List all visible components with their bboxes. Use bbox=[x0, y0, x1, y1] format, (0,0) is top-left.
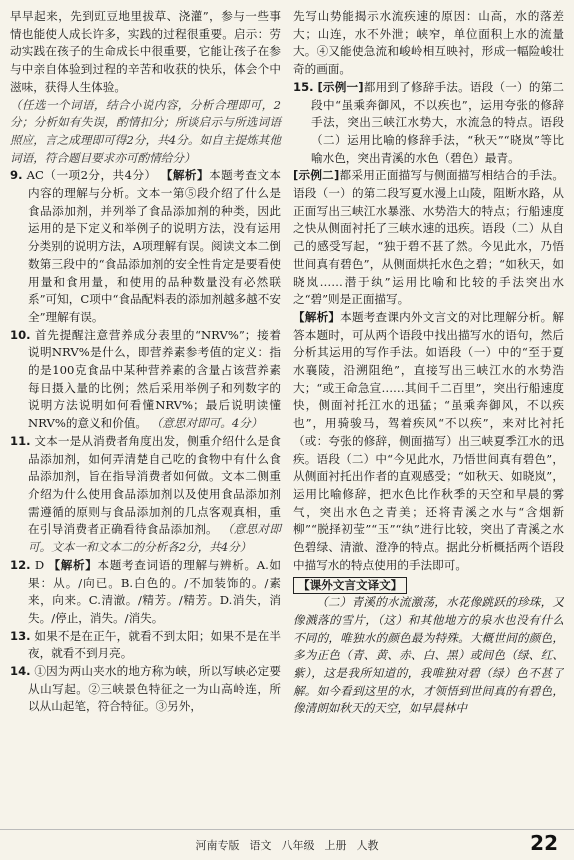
analysis-text: 本题考查课内外文言文的对比理解分析。解答本题时，可从两个语段中找出描写水的语句，然后分析其运用的写作手法。如语段（一）中的“至于夏水襄陵，沿溯阻绝”，直接写出三峡江水的水势浩大；“或王命急宣……其间千二百里”，突出行船速度快，侧面衬托江水的迅猛；“虽乘奔御风，不以疾也”，用骑骏马，驾着疾风“不以疾”，来对比衬托（或：夸张的修辞，侧面描写）出三峡夏季江水的迅疾。语段（二）中“今见此水，乃悟世间真有碧色”，从侧面衬托出作者的直观感受；“如秋天、如晓岚”，运用比喻修辞，把水色比作秋季的天空和早晨的雾气，突出水色之青美；还将青溪之水与“含烟新柳”“脱择初莹”“玉”“纨”进行比较，突出了青溪之水色碧绿、清澈、澄净的特点。据此分析概括两个语段中描写水的特点使用的手法即可。 bbox=[293, 309, 564, 572]
answer-head: D bbox=[34, 557, 45, 572]
page-number: 22 bbox=[530, 831, 558, 855]
question-12 bbox=[10, 557, 281, 628]
question-number: 10. bbox=[10, 327, 31, 342]
question-9 bbox=[10, 167, 281, 326]
question-14 bbox=[10, 663, 281, 716]
question-15-analysis bbox=[293, 309, 564, 575]
translation-text: （二）青溪的水流激荡，水花像跳跃的珍珠，又像溅落的雪片，（这）和其他地方的泉水也没有什么不同的，唯独水的颜色最为特殊。大概世间的颜色，多为正色（青、黄、赤、白、黑）或间色（绿、红、紫），这是我所知道的，我唯独对碧（绿）色不甚了解。如今看到这里的水，才领悟到世间真的有碧色，像清朗如秋天的天空，如早晨林中 bbox=[293, 595, 564, 716]
question-number: 9. bbox=[10, 168, 23, 183]
footer-term: 上册 bbox=[324, 839, 347, 852]
example-two-text: 都采用正面描写与侧面描写相结合的手法。语段（一）的第二段写夏水漫上山陵，阻断水路，从正面写出三峡江水暴涨、水势浩大的特点；行船速度之快从侧面衬托了三峡水速的迅疾。语段（二）从自己的感受写起，“独于碧不甚了然。今见此水，乃悟世间真有碧色”，从侧面烘托水色之碧；“如秋天，如晓岚……潜于纨”运用比喻和比较的手法突出水之“碧”则是正面描写。 bbox=[293, 168, 564, 307]
question-15 bbox=[293, 79, 564, 168]
answer-text: 文本一是从消费者角度出发，侧重介绍什么是食品添加剂，如何弄清楚自己吃的食物中有什么食品添加剂，旨在指导消费者如何做。文本二侧重介绍为什么使用食品添加剂以及使用食品添加剂需遵循的原则与食品添加剂的几点客观真相，重在引导消费者正确看待食品添加剂。 bbox=[28, 433, 281, 537]
question-13 bbox=[10, 628, 281, 663]
footer-subject: 语文 bbox=[249, 839, 272, 852]
example-two-tag: [示例二] bbox=[293, 168, 340, 183]
footer-grade: 八年级 bbox=[281, 839, 315, 852]
answer-text: ①因为两山夹水的地方称为峡，所以写峡必定要从山写起。②三峡景色特征之一为山高岭连，所以从山起笔，符合特征。③另外， bbox=[28, 664, 281, 714]
question-number: 14. bbox=[10, 664, 31, 679]
question-10 bbox=[10, 327, 281, 433]
q14-continued-answer: 先写山势能揭示水流疾速的原因：山高，水的落差大；山连，水不外泄；峡窄，单位面积上水的流量大。④又能使急流和峻岭相互映衬，形成一幅险峻壮奇的画面。 bbox=[293, 9, 564, 77]
answer-text: 首先提醒注意营养成分表里的“NRV%”；接着说明NRV%是什么，即营养素参考值的定义：指的是100克食品中某种营养素的含量占该营养素每日摄入量的比例；然后采用举例子和列数字的说明方法说明如何看懂NRV%；最后说明读懂NRV%的意义和价值。 bbox=[28, 327, 281, 431]
question-number: 15. bbox=[293, 79, 314, 94]
example-one-tag: [示例一] bbox=[317, 79, 364, 94]
q8-continued-answer: 早早起来，先到豇豆地里拔草、浇灌”，参与一些事情也能使人成长许多，实践的过程很重要。启示：劳动实践在孩子的生命成长中很重要，它能让孩子在参与中亲自体验到过程的辛苦和收获的快乐，体会个中滋味，获得人生体验。 bbox=[10, 9, 281, 94]
right-column bbox=[293, 8, 564, 828]
answer-text: 本题考查文本内容的理解与分析。文本一第⑤段介绍了什么是食品添加剂，并列举了食品添加剂的种类，因此运用的是下定义和举例子的说明方法，没有运用分类别的说明方法，A项理解有误。阅读文本二倒数第三段中的“食品添加剂的安全性肯定是要看使用量和食用量，和使用的品种数量没有必然联系”可知，C项中“食品配料表的添加剂越多越不安全”理解有误。 bbox=[28, 168, 282, 324]
analysis-tag: 【解析】 bbox=[48, 557, 98, 572]
answer-text: 如果不是在正午，就看不到太阳；如果不是在半夜，就看不到月亮。 bbox=[28, 628, 281, 661]
example-one-text: 都用到了修辞手法。语段（一）的第二段中“虽乘奔御风，不以疾也”，运用夸张的修辞手法，突出三峡江水势大，水流急的特点。语段（二）运用比喻的修辞手法，“秋天”“晓岚”等比喻水色，突出青溪的水色（碧色）最青。 bbox=[311, 79, 564, 165]
footer-region: 河南专版 bbox=[195, 839, 240, 852]
q8-scoring-note: （任选一个词语，结合小说内容，分析合理即可，2分；分析如有失误，酌情扣分；所谈启示与所选词语照应，言之成理即可得2分，共4分。如自主提炼其他词语，符合题目要求亦可酌情给分） bbox=[10, 97, 281, 165]
question-15-example-two bbox=[293, 167, 564, 309]
analysis-tag: 【解析】 bbox=[293, 309, 341, 324]
left-column bbox=[10, 8, 281, 828]
page-footer bbox=[0, 829, 574, 860]
answer-text: 本题考查词语的理解与辨析。A.如果：从。/向已。B.白色的。/不加装饰的。/素来，向来。C.清澈。/精芳。/精芳。D.消失，消失。/停止，消失。/消失。 bbox=[28, 557, 281, 625]
translation-heading: 【课外文言文译文】 bbox=[293, 577, 407, 594]
question-number: 12. bbox=[10, 557, 31, 572]
footer-edition: 人教 bbox=[356, 839, 379, 852]
scoring-note: （意思对即可。文本一和文本二的分析各2分，共4分） bbox=[28, 522, 281, 555]
question-number: 11. bbox=[10, 433, 31, 448]
analysis-tag: 【解析】 bbox=[160, 168, 210, 183]
answer-head: AC（一项2分，共4分） bbox=[26, 168, 157, 183]
two-column-body bbox=[10, 8, 564, 828]
question-11 bbox=[10, 433, 281, 557]
question-number: 13. bbox=[10, 628, 31, 643]
scoring-note: （意思对即可。4分） bbox=[150, 416, 263, 431]
